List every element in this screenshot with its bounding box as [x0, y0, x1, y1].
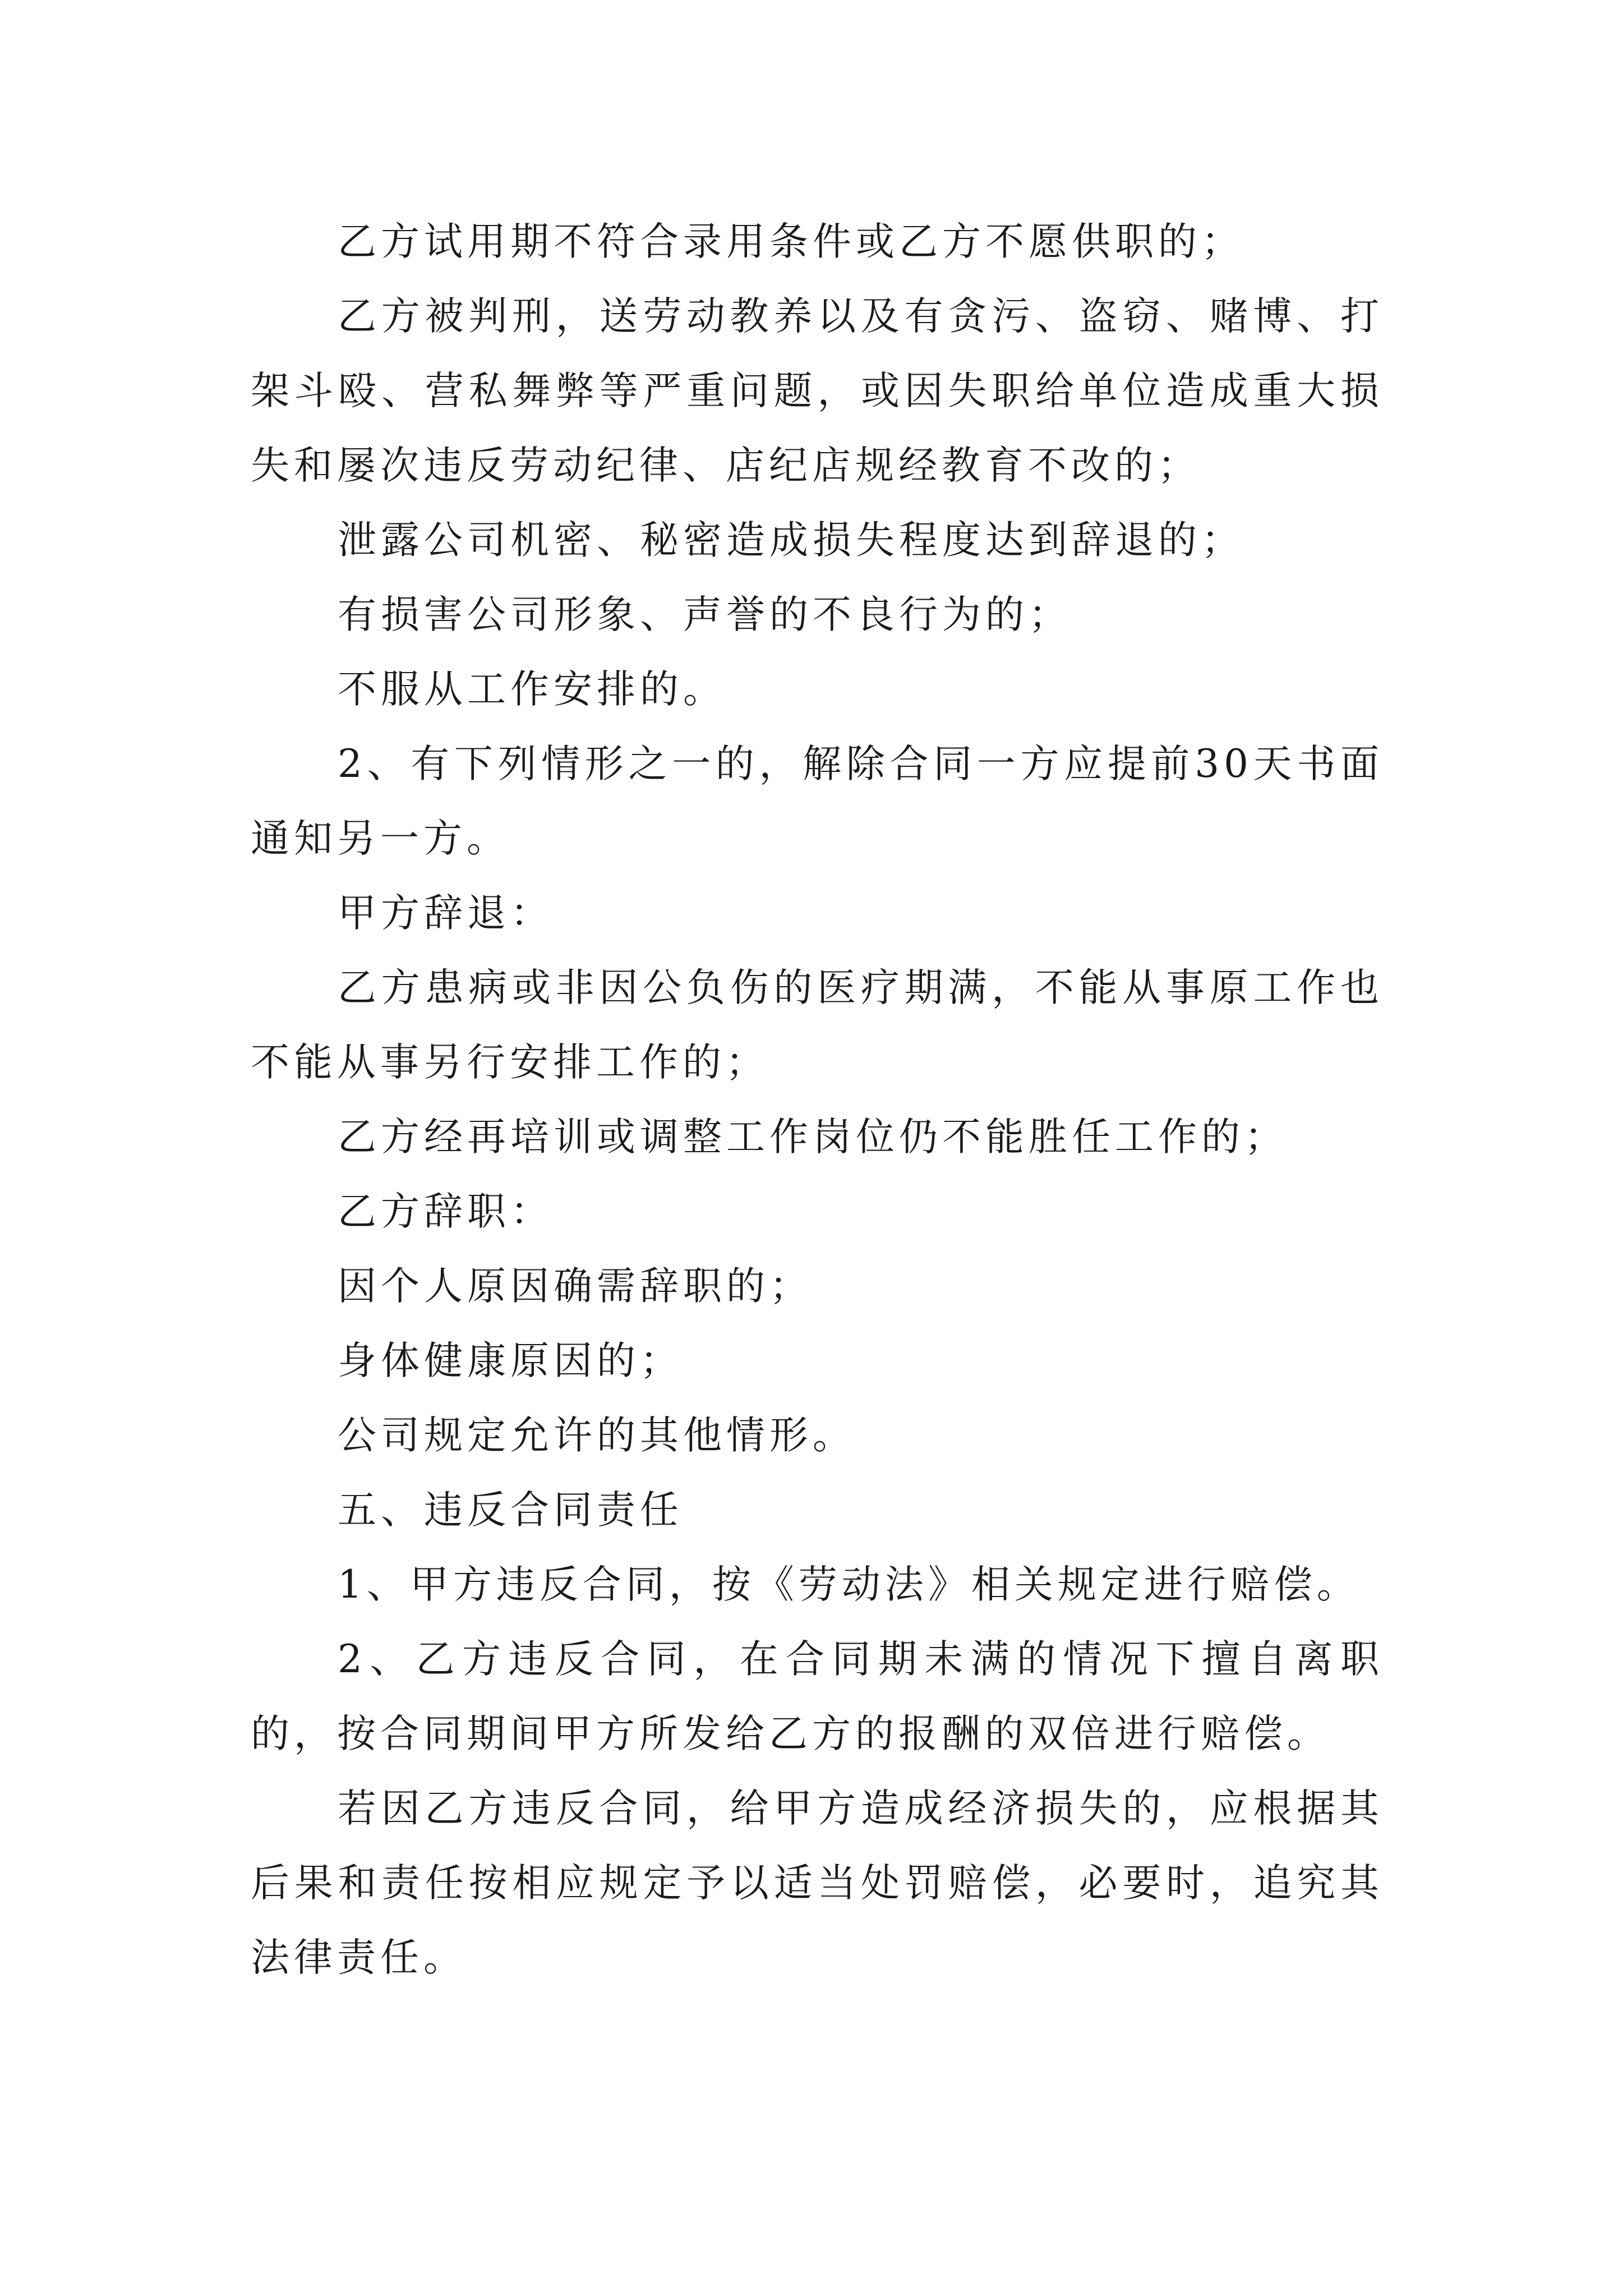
- paragraph: 乙方患病或非因公负伤的医疗期满，不能从事原工作也不能从事另行安排工作的；: [251, 965, 1384, 1085]
- paragraph: 若因乙方违反合同，给甲方造成经济损失的，应根据其后果和责任按相应规定予以适当处罚赔偿，必要时，追究其法律责任。: [251, 1786, 1384, 1980]
- paragraph: 泄露公司机密、秘密造成损失程度达到辞退的；: [338, 518, 1244, 563]
- paragraph: 乙方辞职：: [338, 1189, 554, 1234]
- paragraph: 乙方被判刑，送劳动教养以及有贪污、盗窃、赌博、打架斗殴、营私舞弊等严重问题，或因失职给单位造成重大损失和屡次违反劳动纪律、店纪店规经教育不改的；: [251, 294, 1384, 488]
- document-body: [251, 205, 1384, 1995]
- paragraph: 有损害公司形象、声誉的不良行为的；: [338, 592, 1072, 637]
- paragraph: 因个人原因确需辞职的；: [338, 1264, 813, 1309]
- paragraph: 2、有下列情形之一的，解除合同一方应提前30天书面通知另一方。: [251, 742, 1384, 861]
- paragraph: 甲方辞退：: [338, 891, 554, 936]
- paragraph: 公司规定允许的其他情形。: [338, 1413, 856, 1458]
- paragraph: 身体健康原因的；: [338, 1338, 683, 1383]
- paragraph: 1、甲方违反合同，按《劳动法》相关规定进行赔偿。: [338, 1562, 1360, 1607]
- section-heading: 五、违反合同责任: [338, 1488, 683, 1533]
- paragraph: 乙方试用期不符合录用条件或乙方不愿供职的；: [338, 219, 1244, 264]
- paragraph: 2、乙方违反合同，在合同期未满的情况下擅自离职的，按合同期间甲方所发给乙方的报酬的双倍进行赔偿。: [251, 1637, 1384, 1756]
- paragraph: 不服从工作安排的。: [338, 667, 726, 712]
- paragraph: 乙方经再培训或调整工作岗位仍不能胜任工作的；: [338, 1115, 1288, 1159]
